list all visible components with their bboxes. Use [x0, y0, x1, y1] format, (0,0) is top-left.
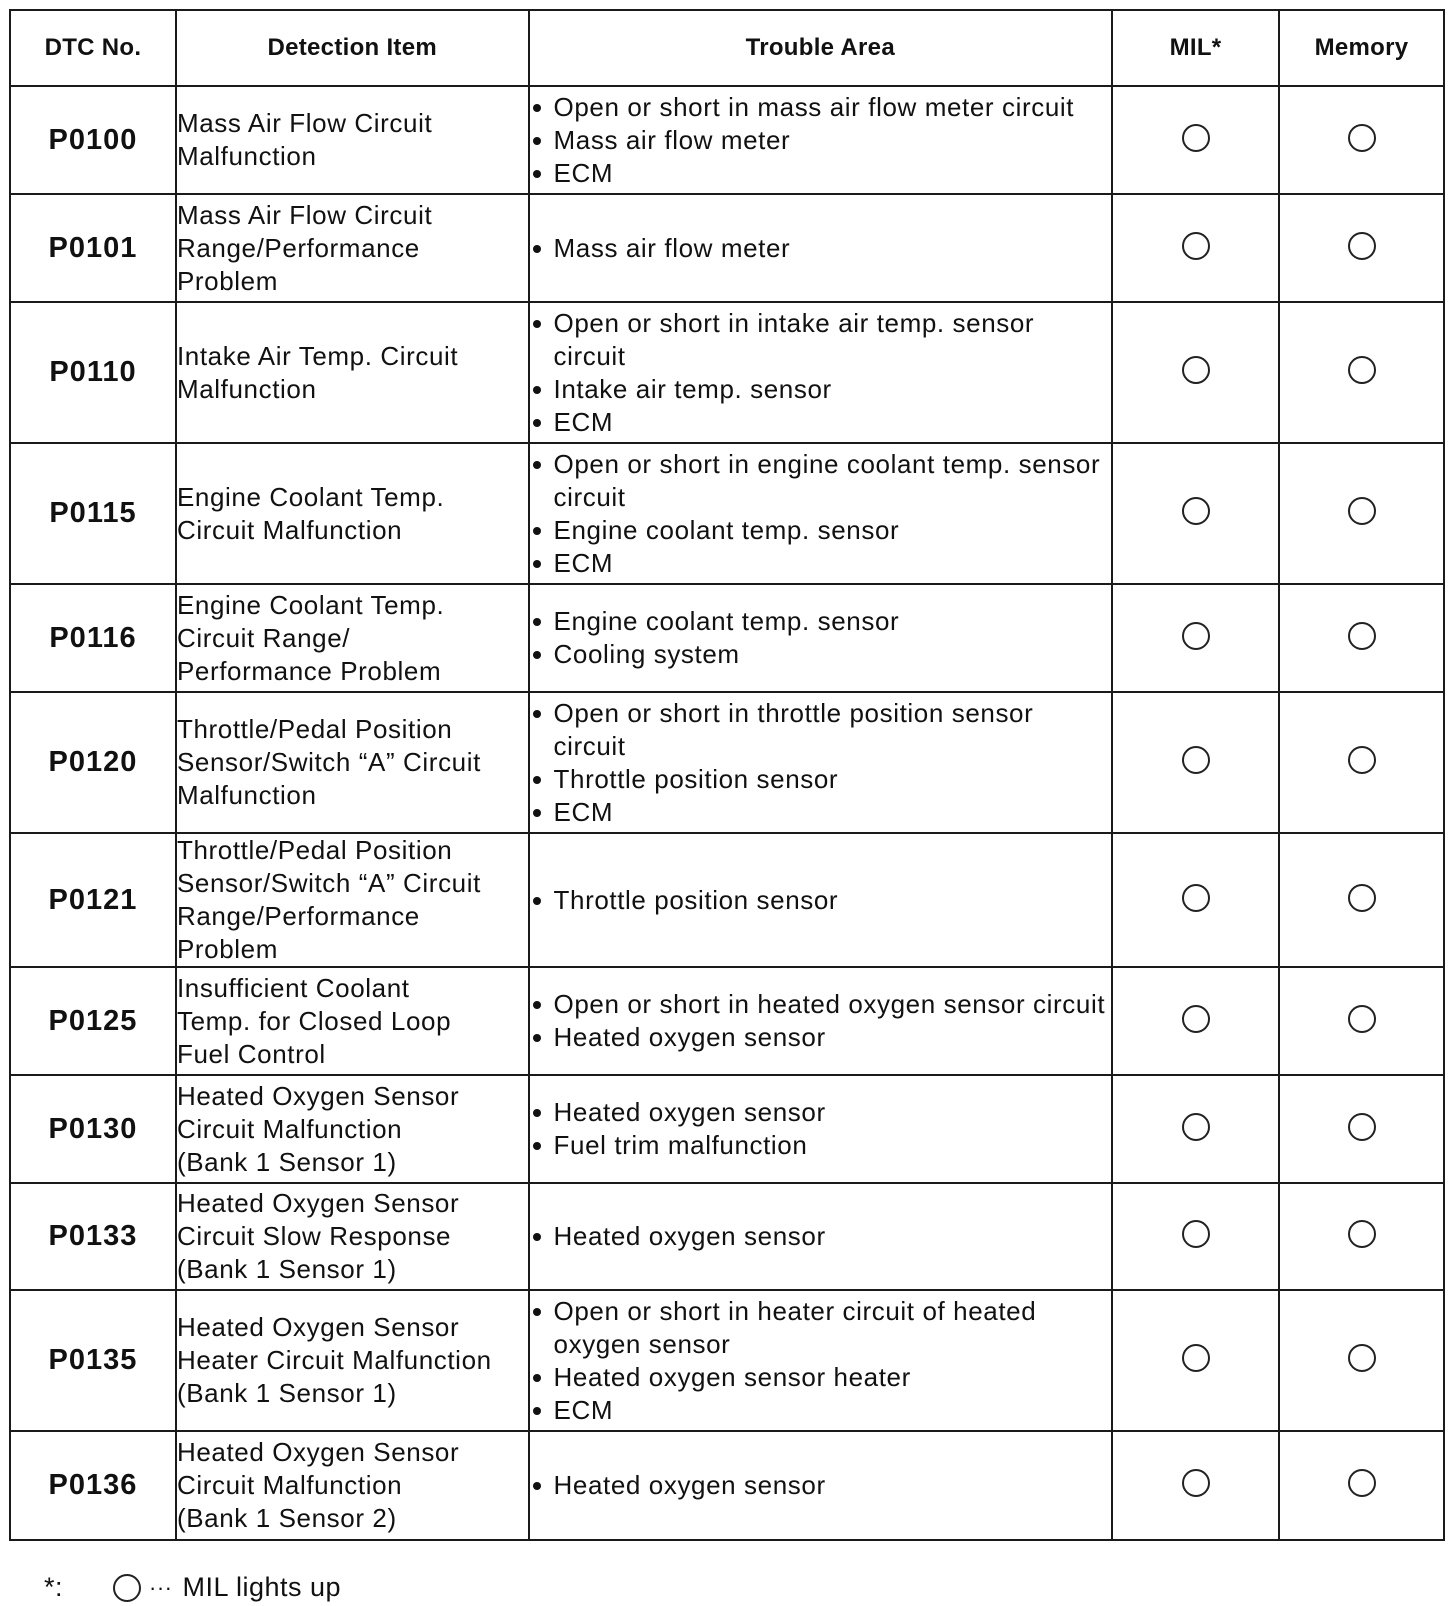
detection-item-line: Throttle/Pedal Position [176, 835, 453, 865]
dtc-code: P0120 [10, 692, 176, 833]
memory-circle-icon [1348, 884, 1376, 912]
detection-item-line: Heater Circuit Malfunction [176, 1345, 492, 1375]
trouble-area-item: Cooling system [530, 638, 1111, 671]
trouble-area [529, 584, 1112, 692]
dtc-code: P0115 [10, 443, 176, 584]
trouble-area-item: Open or short in heater circuit of heated oxygen sensor [530, 1295, 1111, 1361]
memory-cell [1279, 1183, 1444, 1290]
trouble-area-list [530, 1469, 1111, 1502]
detection-item-line: Mass Air Flow Circuit [176, 108, 433, 138]
mil-circle-icon [1182, 124, 1210, 152]
dtc-table [9, 9, 1445, 1541]
table-body [10, 86, 1444, 1540]
circle-symbol-icon [113, 1574, 141, 1602]
dtc-code: P0116 [10, 584, 176, 692]
mil-cell [1112, 1290, 1279, 1431]
memory-cell [1279, 86, 1444, 194]
dtc-code: P0135 [10, 1290, 176, 1431]
trouble-area-item: ECM [530, 547, 1111, 580]
trouble-area-item: Heated oxygen sensor heater [530, 1361, 1111, 1394]
trouble-area-item: Heated oxygen sensor [530, 1220, 1111, 1253]
detection-item-line: (Bank 1 Sensor 2) [176, 1503, 397, 1533]
trouble-area-item: Mass air flow meter [530, 232, 1111, 265]
memory-circle-icon [1348, 1113, 1376, 1141]
memory-cell [1279, 584, 1444, 692]
trouble-area-item: ECM [530, 1394, 1111, 1427]
memory-cell [1279, 1075, 1444, 1183]
mil-cell [1112, 692, 1279, 833]
trouble-area [529, 1075, 1112, 1183]
trouble-area-list [530, 232, 1111, 265]
detection-item-line: Engine Coolant Temp. [176, 481, 445, 512]
memory-cell [1279, 692, 1444, 833]
dtc-code: P0121 [10, 833, 176, 967]
trouble-area-item: Heated oxygen sensor [530, 1021, 1111, 1054]
mil-circle-icon [1182, 1113, 1210, 1141]
dtc-code: P0133 [10, 1183, 176, 1290]
memory-cell [1279, 1290, 1444, 1431]
dtc-code: P0130 [10, 1075, 176, 1183]
table-row [10, 584, 1444, 692]
memory-circle-icon [1348, 356, 1376, 384]
table-row [10, 302, 1444, 443]
trouble-area [529, 1290, 1112, 1431]
table-row [10, 194, 1444, 302]
header-detection-item: Detection Item [176, 10, 529, 86]
detection-item-line: Heated Oxygen Sensor [176, 1312, 460, 1342]
trouble-area-item: Engine coolant temp. sensor [530, 605, 1111, 638]
mil-circle-icon [1182, 884, 1210, 912]
memory-circle-icon [1348, 622, 1376, 650]
memory-circle-icon [1348, 1344, 1376, 1372]
memory-circle-icon [1348, 497, 1376, 525]
trouble-area-item: Open or short in throttle position sensor circuit [530, 697, 1111, 763]
trouble-area-item: Fuel trim malfunction [530, 1129, 1111, 1162]
trouble-area [529, 967, 1112, 1075]
detection-item-line: Circuit Malfunction [176, 514, 403, 545]
trouble-area [529, 86, 1112, 194]
memory-cell [1279, 194, 1444, 302]
detection-item [176, 86, 529, 194]
footnote-text: MIL lights up [182, 1572, 342, 1602]
detection-item-line: (Bank 1 Sensor 1) [176, 1378, 397, 1408]
mil-cell [1112, 86, 1279, 194]
table-row [10, 1290, 1444, 1431]
mil-cell [1112, 302, 1279, 443]
detection-item-line: Malfunction [176, 141, 317, 171]
footnote [44, 1572, 341, 1603]
mil-circle-icon [1182, 356, 1210, 384]
trouble-area [529, 302, 1112, 443]
dtc-code: P0110 [10, 302, 176, 443]
detection-item [176, 692, 529, 833]
detection-item [176, 443, 529, 584]
dtc-code: P0101 [10, 194, 176, 302]
detection-item-line: Throttle/Pedal Position [176, 714, 453, 744]
trouble-area-item: Open or short in heated oxygen sensor circuit [530, 988, 1111, 1021]
trouble-area [529, 1183, 1112, 1290]
detection-item-line: Fuel Control [176, 1038, 326, 1069]
detection-item-line: Circuit Range/ [176, 622, 351, 653]
detection-item-line: Heated Oxygen Sensor [176, 1188, 460, 1218]
detection-item [176, 302, 529, 443]
table-row [10, 833, 1444, 967]
mil-cell [1112, 833, 1279, 967]
table-row [10, 1183, 1444, 1290]
trouble-area [529, 194, 1112, 302]
detection-item [176, 1290, 529, 1431]
table-row [10, 1075, 1444, 1183]
dtc-code: P0125 [10, 967, 176, 1075]
mil-circle-icon [1182, 232, 1210, 260]
mil-cell [1112, 1075, 1279, 1183]
dtc-code: P0100 [10, 86, 176, 194]
mil-cell [1112, 1431, 1279, 1540]
table-row [10, 443, 1444, 584]
memory-circle-icon [1348, 1469, 1376, 1497]
detection-item-line: (Bank 1 Sensor 1) [176, 1254, 397, 1284]
trouble-area-list [530, 697, 1111, 829]
memory-cell [1279, 302, 1444, 443]
detection-item-line: Insufficient Coolant [176, 972, 410, 1003]
detection-item-line: Circuit Malfunction [176, 1470, 403, 1500]
dtc-code: P0136 [10, 1431, 176, 1540]
trouble-area-item: Open or short in mass air flow meter circuit [530, 91, 1111, 124]
table-row [10, 86, 1444, 194]
mil-circle-icon [1182, 497, 1210, 525]
detection-item [176, 194, 529, 302]
table-row [10, 967, 1444, 1075]
memory-cell [1279, 443, 1444, 584]
detection-item-line: Problem [176, 265, 278, 296]
detection-item [176, 833, 529, 967]
trouble-area-list [530, 448, 1111, 580]
trouble-area-item: Open or short in intake air temp. sensor circuit [530, 307, 1111, 373]
trouble-area-item: Open or short in engine coolant temp. sensor circuit [530, 448, 1111, 514]
trouble-area-item: Throttle position sensor [530, 884, 1111, 917]
header-dtc-no: DTC No. [10, 10, 176, 86]
detection-item-line: Temp. for Closed Loop [176, 1005, 452, 1036]
header-memory: Memory [1279, 10, 1444, 86]
memory-circle-icon [1348, 232, 1376, 260]
mil-cell [1112, 194, 1279, 302]
mil-cell [1112, 967, 1279, 1075]
trouble-area-list [530, 1220, 1111, 1253]
detection-item-line: Circuit Slow Response [176, 1221, 452, 1251]
header-mil: MIL* [1112, 10, 1279, 86]
detection-item-line: Heated Oxygen Sensor [176, 1437, 460, 1467]
trouble-area-list [530, 1096, 1111, 1162]
footnote-dots: ··· [149, 1574, 173, 1600]
trouble-area-item: ECM [530, 796, 1111, 829]
detection-item-line: Malfunction [176, 373, 317, 404]
mil-circle-icon [1182, 1220, 1210, 1248]
detection-item-line: Sensor/Switch “A” Circuit [176, 747, 481, 777]
trouble-area-item: Throttle position sensor [530, 763, 1111, 796]
detection-item [176, 1183, 529, 1290]
detection-item [176, 1075, 529, 1183]
trouble-area-list [530, 605, 1111, 671]
detection-item-line: Range/Performance Problem [176, 901, 420, 964]
detection-item-line: Circuit Malfunction [176, 1113, 403, 1144]
trouble-area-item: ECM [530, 406, 1111, 439]
mil-circle-icon [1182, 1344, 1210, 1372]
table-row [10, 692, 1444, 833]
trouble-area [529, 692, 1112, 833]
memory-cell [1279, 833, 1444, 967]
detection-item-line: Engine Coolant Temp. [176, 589, 445, 620]
trouble-area-list [530, 1295, 1111, 1427]
memory-circle-icon [1348, 124, 1376, 152]
trouble-area-list [530, 988, 1111, 1054]
detection-item-line: (Bank 1 Sensor 1) [176, 1146, 397, 1177]
trouble-area-list [530, 307, 1111, 439]
detection-item [176, 1431, 529, 1540]
detection-item-line: Intake Air Temp. Circuit [176, 340, 459, 371]
detection-item-line: Heated Oxygen Sensor [176, 1080, 460, 1111]
mil-circle-icon [1182, 1005, 1210, 1033]
detection-item [176, 584, 529, 692]
mil-cell [1112, 443, 1279, 584]
trouble-area-item: Heated oxygen sensor [530, 1096, 1111, 1129]
table-header-row [10, 10, 1444, 86]
detection-item-line: Mass Air Flow Circuit [176, 199, 433, 230]
detection-item-line: Range/Performance [176, 232, 420, 263]
table-row [10, 1431, 1444, 1540]
trouble-area-item: Heated oxygen sensor [530, 1469, 1111, 1502]
detection-item-line: Malfunction [176, 780, 317, 810]
trouble-area [529, 1431, 1112, 1540]
trouble-area [529, 833, 1112, 967]
trouble-area-list [530, 884, 1111, 917]
trouble-area-item: Engine coolant temp. sensor [530, 514, 1111, 547]
mil-circle-icon [1182, 746, 1210, 774]
memory-circle-icon [1348, 1220, 1376, 1248]
footnote-marker: *: [44, 1572, 64, 1602]
detection-item [176, 967, 529, 1075]
trouble-area-item: Intake air temp. sensor [530, 373, 1111, 406]
memory-circle-icon [1348, 1005, 1376, 1033]
detection-item-line: Performance Problem [176, 655, 442, 686]
mil-circle-icon [1182, 622, 1210, 650]
mil-cell [1112, 584, 1279, 692]
detection-item-line: Sensor/Switch “A” Circuit [176, 868, 481, 898]
trouble-area-item: Mass air flow meter [530, 124, 1111, 157]
header-trouble-area: Trouble Area [529, 10, 1112, 86]
trouble-area-item: ECM [530, 157, 1111, 190]
trouble-area [529, 443, 1112, 584]
trouble-area-list [530, 91, 1111, 190]
memory-cell [1279, 1431, 1444, 1540]
mil-circle-icon [1182, 1469, 1210, 1497]
mil-cell [1112, 1183, 1279, 1290]
memory-circle-icon [1348, 746, 1376, 774]
memory-cell [1279, 967, 1444, 1075]
